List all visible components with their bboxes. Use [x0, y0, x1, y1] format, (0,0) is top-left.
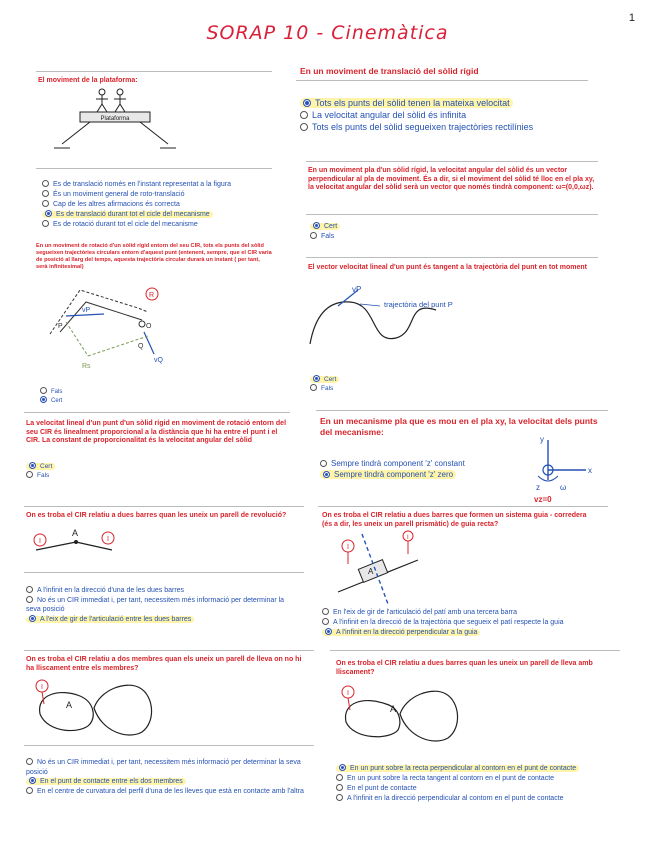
q7-title: En un mecanisme pla que es mou en el pla xy, la velocitat dels punts del mecanisme: [320, 416, 598, 437]
divider [296, 80, 588, 81]
radio-icon[interactable] [42, 180, 49, 187]
q3-option[interactable]: Fals [310, 232, 340, 242]
q4-options [40, 387, 62, 405]
radio-icon[interactable] [26, 758, 33, 765]
divider [36, 168, 272, 169]
divider [24, 745, 314, 746]
q4-option-selected[interactable]: Cert [40, 396, 62, 405]
q9-option[interactable]: En l'eix de gir de l'articulació del patí amb una tercera barra [322, 608, 564, 618]
radio-icon[interactable] [320, 460, 327, 467]
q1-options [42, 180, 231, 230]
trajectory-label: trajectòria del punt P [384, 300, 453, 309]
q11-options [336, 764, 579, 804]
q8-option[interactable]: A l'infinit en la direcció d'una de les dues barres [26, 586, 296, 596]
label-i1-9: I [347, 544, 349, 551]
q3-options [310, 222, 340, 242]
cam-no-slip-diagram [30, 674, 180, 742]
q1-option-selected[interactable]: Es de translació durant tot el cicle del mecanisme [42, 210, 231, 220]
q9-option-selected[interactable]: A l'infinit en la direcció perpendicular a la guia [322, 628, 564, 638]
radio-icon[interactable] [42, 220, 49, 227]
radio-selected-icon[interactable] [323, 471, 330, 478]
radio-icon[interactable] [336, 774, 343, 781]
label-a-10: A [66, 700, 73, 710]
q5-option-selected[interactable]: Cert [310, 375, 339, 384]
q1-option[interactable]: Es de rotació durant tot el cicle del mecanisme [42, 220, 231, 230]
q10-title: On es troba el CIR relatiu a dos membres quan els uneix un parell de lleva on no hi ha lliscament entre els membres? [26, 656, 302, 672]
label-i1: I [39, 538, 41, 545]
radio-icon[interactable] [26, 586, 33, 593]
label-p: P [58, 323, 63, 330]
q1-option[interactable]: Es de translació només en l'instant representat a la figura [42, 180, 231, 190]
radio-selected-icon[interactable] [313, 375, 320, 382]
revolute-diagram [28, 522, 128, 558]
vz-label: vz=0 [534, 495, 552, 504]
q5-title: El vector velocitat lineal d'un punt és tangent a la trajectòria del punt en tot moment [308, 264, 587, 271]
q11-option[interactable]: En un punt sobre la recta tangent al contorn en el punt de contacte [336, 774, 579, 784]
divider [36, 71, 272, 72]
q2-option-selected[interactable]: Tots els punts del sòlid tenen la mateixa velocitat [300, 97, 533, 109]
radio-icon[interactable] [322, 608, 329, 615]
radio-selected-icon[interactable] [313, 222, 320, 229]
divider [306, 257, 598, 258]
divider [316, 410, 608, 411]
radio-icon[interactable] [300, 123, 308, 131]
radio-icon[interactable] [322, 618, 329, 625]
q2-option[interactable]: Tots els punts del sòlid segueixen trajectòries rectilínies [300, 121, 533, 133]
q4-option[interactable]: Fals [40, 387, 62, 396]
q6-options [26, 462, 55, 480]
q3-option-selected[interactable]: Cert [310, 222, 340, 232]
divider [24, 412, 290, 413]
q2-title: En un moviment de translació del sòlid rígid [300, 66, 479, 76]
label-vp: vP [82, 307, 91, 314]
label-a-11: A [390, 704, 397, 714]
platform-label: Plataforma [100, 116, 130, 122]
q1-title: El moviment de la plataforma: [38, 77, 138, 84]
axis-x-label: x [588, 466, 592, 475]
label-rs: Rs [82, 363, 91, 370]
radio-selected-icon[interactable] [40, 396, 47, 403]
label-o: O [146, 323, 152, 330]
q6-title: La velocitat lineal d'un punt d'un sòlid rígid en moviment de rotació entorn del seu CIR és linealment proporcional a la distància que hi ha entre el punt i el CIR. La constant de proporcionalitat és la velocitat angular del sòlid [26, 420, 287, 444]
q11-option[interactable]: A l'infinit en la direcció perpendicular al contorn en el punt de contacte [336, 794, 579, 804]
label-i-10: I [41, 684, 43, 691]
label-vq: vQ [154, 357, 163, 364]
q8-title: On es troba el CIR relatiu a dues barres quan les uneix un parell de revolució? [26, 512, 287, 519]
radio-icon[interactable] [26, 787, 33, 794]
divider [306, 161, 598, 162]
radio-icon[interactable] [336, 794, 343, 801]
q3-title: En un moviment pla d'un sòlid rígid, la velocitat angular del sòlid és un vector perpendicular al pla de moviment. És a dir, si el moviment del sòlid té lloc en el pla xy, la velocitat angular del sòlid serà un vector que només tindrà component: ω=(0,0,ωz). [308, 167, 595, 191]
q1-option[interactable]: Cap de les altres afirmacions és correcta [42, 200, 231, 210]
radio-icon[interactable] [336, 784, 343, 791]
q9-option[interactable]: A l'infinit en la direcció de la trajectòria que segueix el patí respecte la guia [322, 618, 564, 628]
q6-option[interactable]: Fals [26, 471, 55, 480]
q8-option-selected[interactable]: A l'eix de gir de l'articulació entre les dues barres [26, 615, 296, 625]
q10-option[interactable]: No és un CIR immediat i, per tant, necessitem més informació per determinar la seva posició [26, 759, 301, 776]
radio-selected-icon[interactable] [325, 628, 332, 635]
label-a: A [72, 528, 79, 538]
q4-title: En un moviment de rotació d'un sòlid rígid entorn del seu CIR, tots els punts del sòlid segueixen trajectòries circulars entorn d'aquest punt (entenent, sempre, que el CIR varia de posició al llarg del temps, aquesta trajectòria circular durarà un instant ( per tant, serà infinitesimal) [36, 243, 272, 270]
q8-option[interactable]: No és un CIR immediat i, per tant, necessitem més informació per determinar la seva posició [26, 596, 285, 613]
q10-option-selected[interactable]: En el punt de contacte entre els dos membres [26, 777, 306, 787]
radio-selected-icon[interactable] [339, 764, 346, 771]
divider [24, 506, 304, 507]
label-r: R [149, 292, 155, 299]
radio-icon[interactable] [26, 471, 33, 478]
page-title: SORAP 10 - Cinemàtica [206, 22, 449, 44]
q9-title: On es troba el CIR relatiu a dues barres que formen un sistema guia - corredera (és a dir, les uneix un parell prismàtic) de guia recta? [322, 512, 587, 528]
radio-selected-icon[interactable] [29, 462, 36, 469]
radio-selected-icon[interactable] [29, 615, 36, 622]
q11-option-selected[interactable]: En un punt sobre la recta perpendicular al contorn en el punt de contacte [336, 764, 579, 774]
axis-z-label: z [536, 483, 540, 492]
label-i2-9: I [407, 535, 409, 541]
label-a-9: A [368, 567, 374, 576]
trajectory-diagram [308, 282, 488, 352]
divider [330, 650, 620, 651]
q11-option[interactable]: En el punt de contacte [336, 784, 579, 794]
omega-label: ω [560, 483, 567, 492]
radio-icon[interactable] [300, 111, 308, 119]
label-i-11: I [347, 690, 349, 697]
radio-icon[interactable] [26, 596, 33, 603]
radio-icon[interactable] [42, 200, 49, 207]
divider [318, 506, 608, 507]
radio-icon[interactable] [42, 190, 49, 197]
q2-options [300, 97, 533, 133]
platform-diagram [40, 86, 210, 161]
label-q: Q [138, 343, 144, 350]
radio-icon[interactable] [40, 387, 47, 394]
divider [306, 214, 598, 215]
q5-option[interactable]: Fals [310, 384, 339, 393]
q1-option[interactable]: És un moviment general de roto-translació [42, 190, 231, 200]
radio-selected-icon[interactable] [29, 777, 36, 784]
q10-option[interactable]: En el centre de curvatura del perfil d'una de les lleves que està en contacte amb l'altra [26, 787, 306, 797]
rotation-diagram [40, 282, 180, 372]
prismatic-diagram [332, 530, 432, 605]
axis-y-label: y [540, 435, 544, 444]
divider [24, 650, 314, 651]
page-number: 1 [628, 12, 635, 24]
q9-options [322, 608, 564, 638]
q7-option[interactable]: Sempre tindrà component 'z' constant [320, 458, 465, 469]
q11-title: On es troba el CIR relatiu a dues barres quan les uneix un parell de lleva amb lliscament? [336, 660, 593, 676]
q6-option-selected[interactable]: Cert [26, 462, 55, 471]
q10-options [26, 758, 306, 796]
radio-icon[interactable] [310, 384, 317, 391]
q7-option-selected[interactable]: Sempre tindrà component 'z' zero [320, 469, 465, 480]
q8-options [26, 586, 296, 624]
q5-options [310, 375, 339, 393]
cam-slip-diagram [340, 678, 490, 748]
divider [24, 572, 304, 573]
axes-diagram [528, 430, 608, 506]
q7-options [320, 458, 465, 480]
radio-icon[interactable] [310, 232, 317, 239]
label-vp-2: vP [352, 285, 362, 294]
radio-selected-icon[interactable] [45, 210, 52, 217]
label-i2: I [107, 536, 109, 543]
q2-option[interactable]: La velocitat angular del sòlid és infinita [300, 109, 533, 121]
radio-selected-icon[interactable] [303, 99, 311, 107]
